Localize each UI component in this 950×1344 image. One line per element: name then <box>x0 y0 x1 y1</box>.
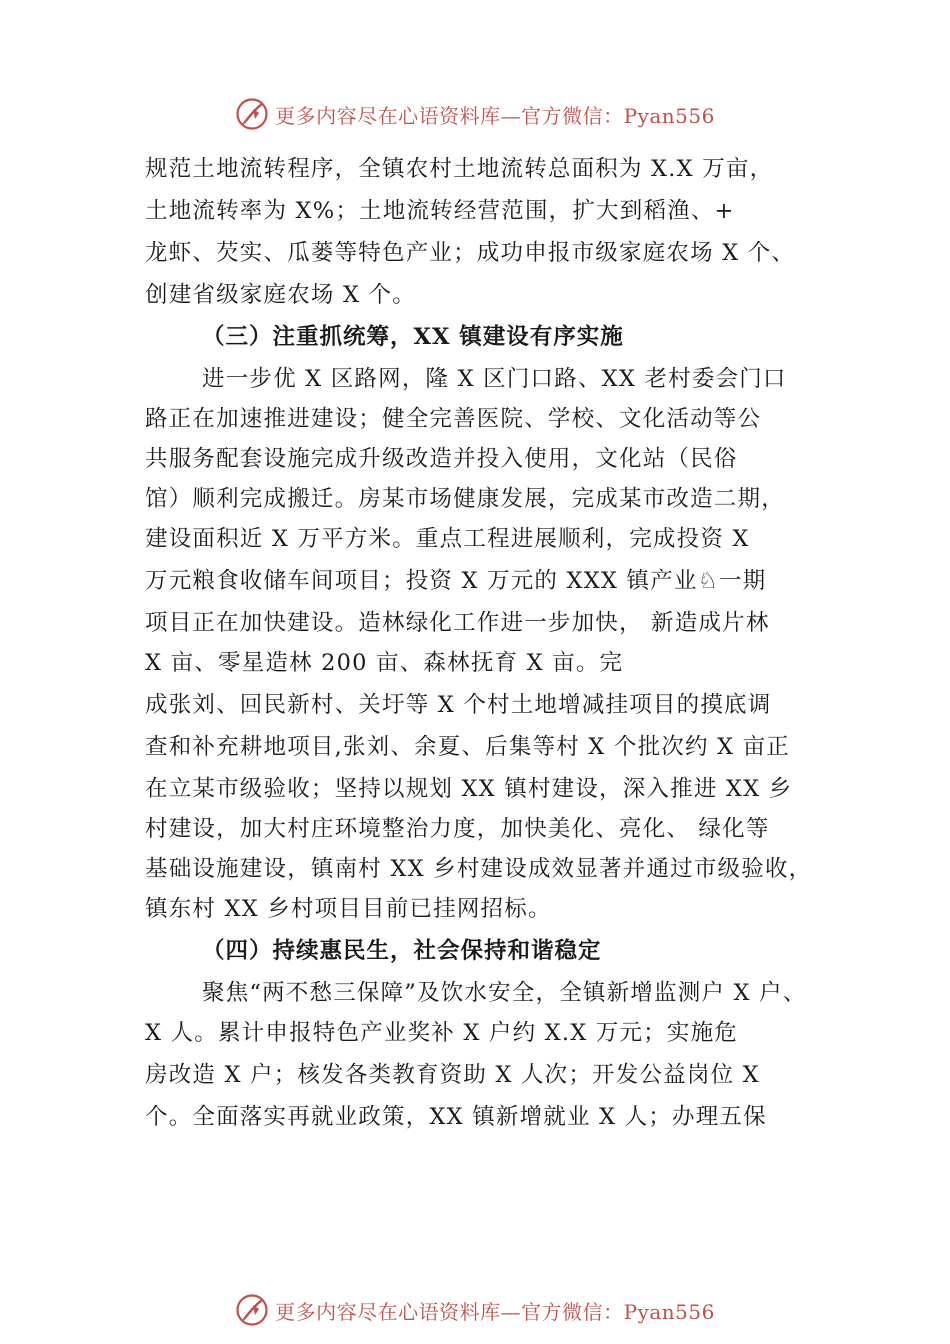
paragraph-line: 聚焦“两不愁三保障”及饮水安全，全镇新增监测户 X 户、 <box>202 980 807 1006</box>
footer-watermark-text: 更多内容尽在心语资料库—官方微信：Pyan556 <box>275 1299 715 1324</box>
footer-watermark-banner <box>0 1290 950 1330</box>
paragraph-line: 在立某市级验收；坚持以规划 XX 镇村建设，深入推进 XX 乡 <box>145 776 793 802</box>
quill-seal-icon <box>235 97 269 131</box>
paragraph-line: 查和补充耕地项目,张刘、余夏、后集等村 X 个批次约 X 亩正 <box>145 734 790 760</box>
paragraph-line: 村建设，加大村庄环境整治力度，加快美化、亮化、 绿化等 <box>145 816 770 842</box>
paragraph-line: 龙虾、芡实、瓜蒌等特色产业；成功申报市级家庭农场 X 个、 <box>145 240 796 266</box>
paragraph-line: 馆）顺利完成搬迁。房某市场健康发展，完成某市改造二期， <box>145 486 785 512</box>
paragraph-line: 创建省级家庭农场 X 个。 <box>145 282 416 308</box>
paragraph-line: X 人。累计申报特色产业奖补 X 户约 X.X 万元；实施危 <box>145 1020 738 1046</box>
paragraph-line: 进一步优 X 区路网，隆 X 区门口路、XX 老村委会门口 <box>202 366 787 392</box>
paragraph-line: 土地流转率为 X%；土地流转经营范围，扩大到稻渔、+ <box>145 198 735 224</box>
header-watermark-banner <box>0 94 950 134</box>
paragraph-line: 规范土地流转程序，全镇农村土地流转总面积为 X.X 万亩， <box>145 156 774 182</box>
paragraph-line: 共服务配套设施完成升级改造并投入使用，文化站（民俗 <box>145 446 738 472</box>
paragraph-line: 建设面积近 X 万平方米。重点工程进展顺利，完成投资 X <box>145 526 750 552</box>
quill-seal-icon <box>235 1293 269 1327</box>
section-heading: （三）注重抓统筹，XX 镇建设有序实施 <box>202 324 624 350</box>
header-watermark-text: 更多内容尽在心语资料库—官方微信：Pyan556 <box>275 103 715 128</box>
paragraph-line: X 亩、零星造林 200 亩、森林抚育 X 亩。完 <box>145 650 624 676</box>
paragraph-line: 镇东村 XX 乡村项目目前已挂网招标。 <box>145 896 552 922</box>
paragraph-line: 路正在加速推进建设；健全完善医院、学校、文化活动等公 <box>145 406 762 432</box>
paragraph-line: 成张刘、回民新村、关圩等 X 个村土地增减挂项目的摸底调 <box>145 692 772 718</box>
paragraph-line: 基础设施建设，镇南村 XX 乡村建设成效显著并通过市级验收， <box>145 856 813 882</box>
paragraph-line: 个。全面落实再就业政策，XX 镇新增就业 X 人；办理五保 <box>145 1104 767 1130</box>
paragraph-line: 项目正在加快建设。造林绿化工作进一步加快， 新造成片林 <box>145 610 770 636</box>
paragraph-line: 房改造 X 户；核发各类教育资助 X 人次；开发公益岗位 X <box>145 1062 760 1088</box>
section-heading: （四）持续惠民生，社会保持和谐稳定 <box>202 938 602 964</box>
paragraph-line: 万元粮食收储车间项目；投资 X 万元的 XXX 镇产业♘一期 <box>145 568 767 594</box>
